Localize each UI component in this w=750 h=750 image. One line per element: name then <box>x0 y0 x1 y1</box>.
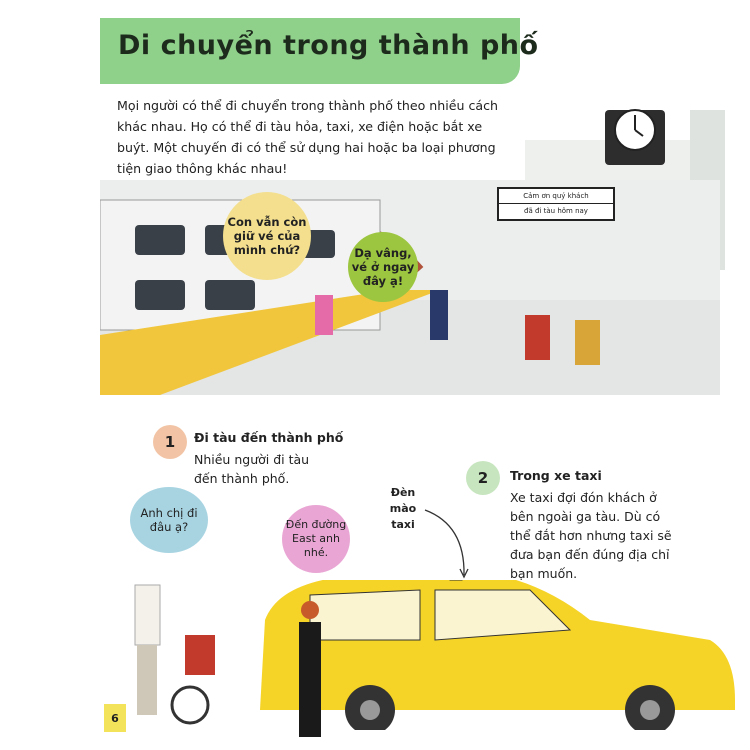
section-1-title: Đi tàu đến thành phố <box>194 430 344 445</box>
station-sign <box>497 187 615 221</box>
sign-line-2: đã đi tàu hôm nay <box>524 207 588 215</box>
passengers-illustration <box>125 555 240 730</box>
taxi-light-label: Đèn mào taxi <box>389 486 417 531</box>
section-1-body: Nhiều người đi tàu đến thành phố. <box>194 452 310 486</box>
speech-bubble-ticket: Con vẫn còn giữ vé của mình chứ? <box>223 192 311 280</box>
step-number-2: 2 <box>466 461 500 495</box>
woman-illustration <box>285 600 335 745</box>
speech-bubble-yes: Dạ vâng, vé ở ngay đây ạ! <box>348 232 418 302</box>
sign-line-1: Cảm ơn quý khách <box>499 189 613 204</box>
section-2-title: Trong xe taxi <box>510 468 602 483</box>
step-number-1: 1 <box>153 425 187 459</box>
page-title: Di chuyển trong thành phố <box>118 30 539 61</box>
page-number: 6 <box>104 704 126 732</box>
speech-bubble-east: Đến đường East anh nhé. <box>282 505 350 573</box>
section-2-body: Xe taxi đợi đón khách ở bên ngoài ga tàu. Dù có thể đắt hơn nhưng taxi sẽ đưa bạn đến đúng địa chỉ bạn muốn. <box>510 490 672 581</box>
intro-text: Mọi người có thể đi chuyển trong thành phố theo nhiều cách khác nhau. Họ có thể đi tàu hỏa, taxi, xe điện hoặc bắt xe buýt. Một chuyến đi có thể sử dụng hai hoặc ba loại phương tiện giao thông khác nhau! <box>117 98 499 176</box>
speech-bubble-where: Anh chị đi đâu ạ? <box>130 487 208 553</box>
